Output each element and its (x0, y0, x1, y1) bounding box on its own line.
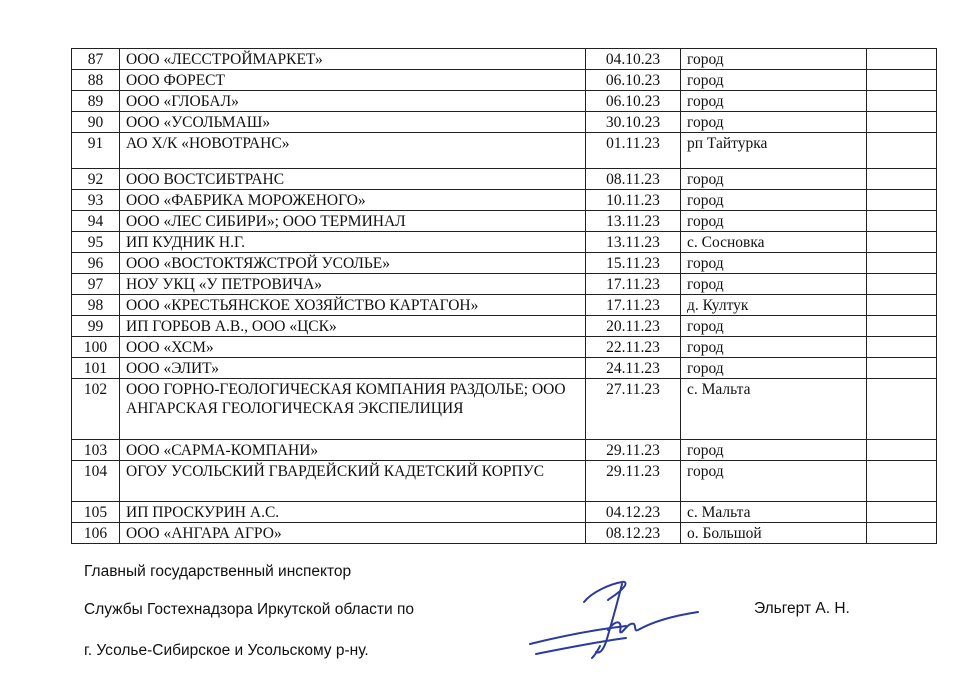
empty-cell (867, 316, 937, 337)
location: город (681, 169, 867, 190)
inspection-date: 04.12.23 (586, 502, 681, 523)
inspection-date: 24.11.23 (586, 358, 681, 379)
row-number: 89 (72, 91, 120, 112)
location: с. Мальта (681, 502, 867, 523)
row-number: 94 (72, 211, 120, 232)
location: город (681, 274, 867, 295)
row-number: 101 (72, 358, 120, 379)
empty-cell (867, 461, 937, 502)
signer-name: Эльгерт А. Н. (754, 600, 850, 617)
organization-name: ООО ФОРЕСТ (120, 70, 586, 91)
empty-cell (867, 295, 937, 316)
table-row (72, 70, 937, 91)
location: город (681, 190, 867, 211)
location: город (681, 461, 867, 502)
organization-name: ООО «ГЛОБАЛ» (120, 91, 586, 112)
location: город (681, 91, 867, 112)
table-row (72, 358, 937, 379)
inspection-date: 29.11.23 (586, 440, 681, 461)
location: город (681, 211, 867, 232)
empty-cell (867, 337, 937, 358)
organization-name: ИП КУДНИК Н.Г. (120, 232, 586, 253)
inspection-date: 08.12.23 (586, 523, 681, 544)
location: город (681, 316, 867, 337)
empty-cell (867, 211, 937, 232)
inspection-date: 13.11.23 (586, 232, 681, 253)
row-number: 92 (72, 169, 120, 190)
organization-name: ООО «ВОСТОКТЯЖСТРОЙ УСОЛЬЕ» (120, 253, 586, 274)
handwritten-signature (522, 570, 722, 670)
empty-cell (867, 232, 937, 253)
table-row (72, 295, 937, 316)
empty-cell (867, 440, 937, 461)
organization-name: ООО «ЭЛИТ» (120, 358, 586, 379)
row-number: 88 (72, 70, 120, 91)
table-row (72, 169, 937, 190)
inspection-date: 04.10.23 (586, 49, 681, 70)
inspection-date: 10.11.23 (586, 190, 681, 211)
inspector-title: Главный государственный инспектор (84, 563, 352, 580)
table-row (72, 190, 937, 211)
empty-cell (867, 253, 937, 274)
row-number: 98 (72, 295, 120, 316)
table-row (72, 461, 937, 502)
row-number: 95 (72, 232, 120, 253)
organization-name: ООО «ЛЕС СИБИРИ»; ООО ТЕРМИНАЛ (120, 211, 586, 232)
empty-cell (867, 379, 937, 440)
inspection-date: 27.11.23 (586, 379, 681, 440)
inspection-date: 17.11.23 (586, 274, 681, 295)
row-number: 96 (72, 253, 120, 274)
registry-rows (72, 49, 937, 544)
table-row (72, 91, 937, 112)
table-row (72, 502, 937, 523)
organization-name: ООО «КРЕСТЬЯНСКОЕ ХОЗЯЙСТВО КАРТАГОН» (120, 295, 586, 316)
organization-name: ООО ВОСТСИБТРАНС (120, 169, 586, 190)
location: город (681, 358, 867, 379)
row-number: 106 (72, 523, 120, 544)
inspection-date: 01.11.23 (586, 133, 681, 169)
location: с. Мальта (681, 379, 867, 440)
inspection-date: 29.11.23 (586, 461, 681, 502)
location: город (681, 440, 867, 461)
table-row (72, 316, 937, 337)
table-row (72, 253, 937, 274)
inspection-date: 13.11.23 (586, 211, 681, 232)
empty-cell (867, 112, 937, 133)
organization-name: ООО «УСОЛЬМАШ» (120, 112, 586, 133)
organization-name: ОГОУ УСОЛЬСКИЙ ГВАРДЕЙСКИЙ КАДЕТСКИЙ КОРПУС (120, 461, 586, 502)
row-number: 103 (72, 440, 120, 461)
empty-cell (867, 190, 937, 211)
table-row (72, 232, 937, 253)
row-number: 99 (72, 316, 120, 337)
organization-name: ИП ПРОСКУРИН А.С. (120, 502, 586, 523)
empty-cell (867, 502, 937, 523)
row-number: 100 (72, 337, 120, 358)
table-row (72, 440, 937, 461)
organization-name: ИП ГОРБОВ А.В., ООО «ЦСК» (120, 316, 586, 337)
inspection-date: 17.11.23 (586, 295, 681, 316)
location: рп Тайтурка (681, 133, 867, 169)
empty-cell (867, 70, 937, 91)
table-row (72, 133, 937, 169)
row-number: 87 (72, 49, 120, 70)
inspector-region: г. Усолье-Сибирское и Усольскому р-ну. (84, 642, 369, 659)
row-number: 104 (72, 461, 120, 502)
table-row (72, 379, 937, 440)
empty-cell (867, 358, 937, 379)
empty-cell (867, 49, 937, 70)
location: с. Сосновка (681, 232, 867, 253)
table-row (72, 211, 937, 232)
empty-cell (867, 523, 937, 544)
row-number: 91 (72, 133, 120, 169)
organization-name: НОУ УКЦ «У ПЕТРОВИЧА» (120, 274, 586, 295)
table-row (72, 49, 937, 70)
row-number: 93 (72, 190, 120, 211)
organization-name: ООО «ХСМ» (120, 337, 586, 358)
inspection-date: 20.11.23 (586, 316, 681, 337)
organization-name: ООО «ФАБРИКА МОРОЖЕНОГО» (120, 190, 586, 211)
inspection-date: 22.11.23 (586, 337, 681, 358)
table-row (72, 523, 937, 544)
row-number: 90 (72, 112, 120, 133)
organization-name: ООО «ЛЕССТРОЙМАРКЕТ» (120, 49, 586, 70)
inspection-date: 06.10.23 (586, 91, 681, 112)
row-number: 102 (72, 379, 120, 440)
location: город (681, 49, 867, 70)
registry-table (71, 48, 937, 544)
row-number: 97 (72, 274, 120, 295)
row-number: 105 (72, 502, 120, 523)
inspection-date: 06.10.23 (586, 70, 681, 91)
table-row (72, 337, 937, 358)
table-row (72, 112, 937, 133)
organization-name: ООО «АНГАРА АГРО» (120, 523, 586, 544)
empty-cell (867, 91, 937, 112)
location: город (681, 253, 867, 274)
inspection-date: 08.11.23 (586, 169, 681, 190)
organization-name: АО Х/К «НОВОТРАНС» (120, 133, 586, 169)
location: город (681, 337, 867, 358)
location: о. Большой (681, 523, 867, 544)
inspection-date: 30.10.23 (586, 112, 681, 133)
organization-name: ООО «САРМА-КОМПАНИ» (120, 440, 586, 461)
organization-name: ООО ГОРНО-ГЕОЛОГИЧЕСКАЯ КОМПАНИЯ РАЗДОЛЬЕ; ООО АНГАРСКАЯ ГЕОЛОГИЧЕСКАЯ ЭКСПЕЛИЦИЯ (120, 379, 586, 440)
location: город (681, 70, 867, 91)
location: д. Култук (681, 295, 867, 316)
empty-cell (867, 274, 937, 295)
empty-cell (867, 169, 937, 190)
location: город (681, 112, 867, 133)
table-row (72, 274, 937, 295)
empty-cell (867, 133, 937, 169)
inspector-service: Службы Гостехнадзора Иркутской области по (84, 601, 415, 618)
inspection-date: 15.11.23 (586, 253, 681, 274)
